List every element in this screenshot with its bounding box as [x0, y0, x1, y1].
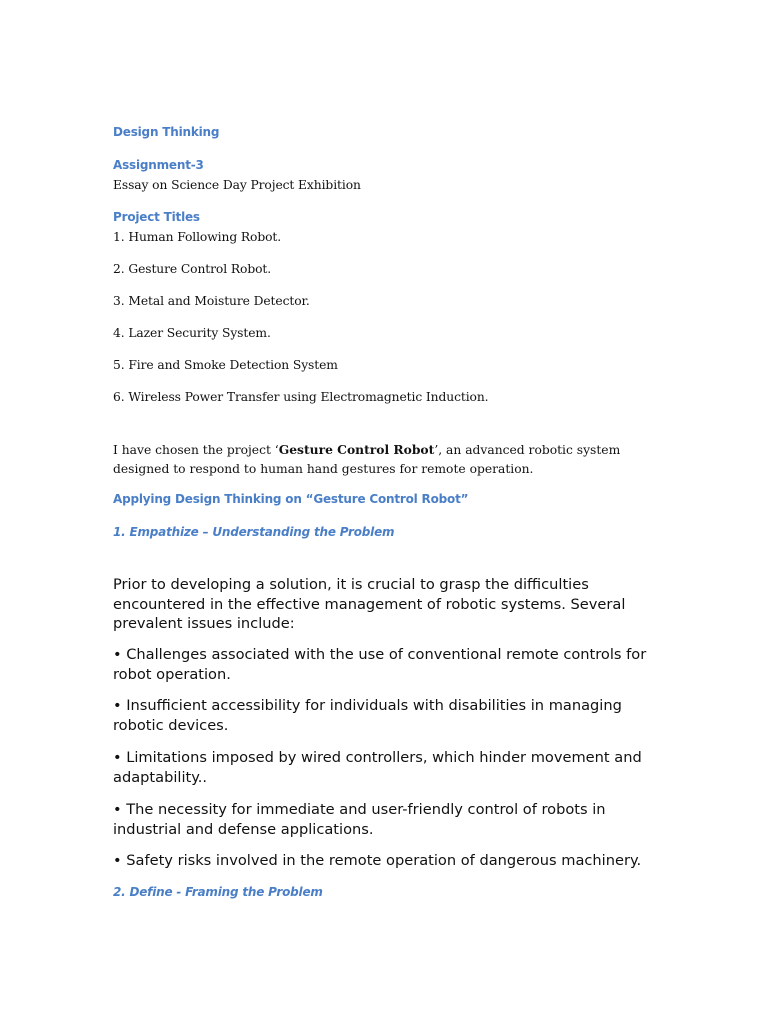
assignment-text: Essay on Science Day Project Exhibition: [113, 178, 361, 192]
project-title-item: 2. Gesture Control Robot.: [113, 262, 272, 276]
project-title-item: 1. Human Following Robot.: [113, 230, 282, 244]
chosen-project-name: Gesture Control Robot: [278, 442, 435, 457]
empathize-intro: Prior to developing a solution, it is crucial to grasp the difficulties encountered in the effective management of robotic systems. Several prevalent issues include:: [113, 576, 626, 632]
issue-item: • Safety risks involved in the remote operation of dangerous machinery.: [113, 852, 642, 869]
chosen-suffix: ’, an advanced robotic system designed to respond to human hand gestures for remote operation.: [113, 443, 621, 476]
chosen-prefix: I have chosen the project ‘: [113, 443, 279, 457]
chosen-project-paragraph: [113, 441, 673, 478]
document-title: Design Thinking: [113, 125, 220, 139]
project-titles-heading: Project Titles: [113, 210, 200, 224]
project-title-item: 4. Lazer Security System.: [113, 326, 271, 340]
issue-item: • Challenges associated with the use of conventional remote controls for robot operation.: [113, 646, 647, 683]
issue-item: • Insufficient accessibility for individuals with disabilities in managing robotic devices.: [113, 697, 622, 734]
project-title-item: 5. Fire and Smoke Detection System: [113, 358, 338, 372]
issue-item: • Limitations imposed by wired controllers, which hinder movement and adaptability..: [113, 749, 642, 786]
assignment-label: Assignment-3: [113, 158, 204, 172]
applying-heading: Applying Design Thinking on “Gesture Control Robot”: [113, 492, 469, 506]
issue-item: • The necessity for immediate and user-friendly control of robots in industrial and defense applications.: [113, 801, 606, 838]
empathize-heading: 1. Empathize – Understanding the Problem: [113, 525, 395, 539]
project-title-item: 3. Metal and Moisture Detector.: [113, 294, 310, 308]
project-title-item: 6. Wireless Power Transfer using Electromagnetic Induction.: [113, 390, 489, 404]
define-heading: 2. Define - Framing the Problem: [113, 885, 323, 899]
